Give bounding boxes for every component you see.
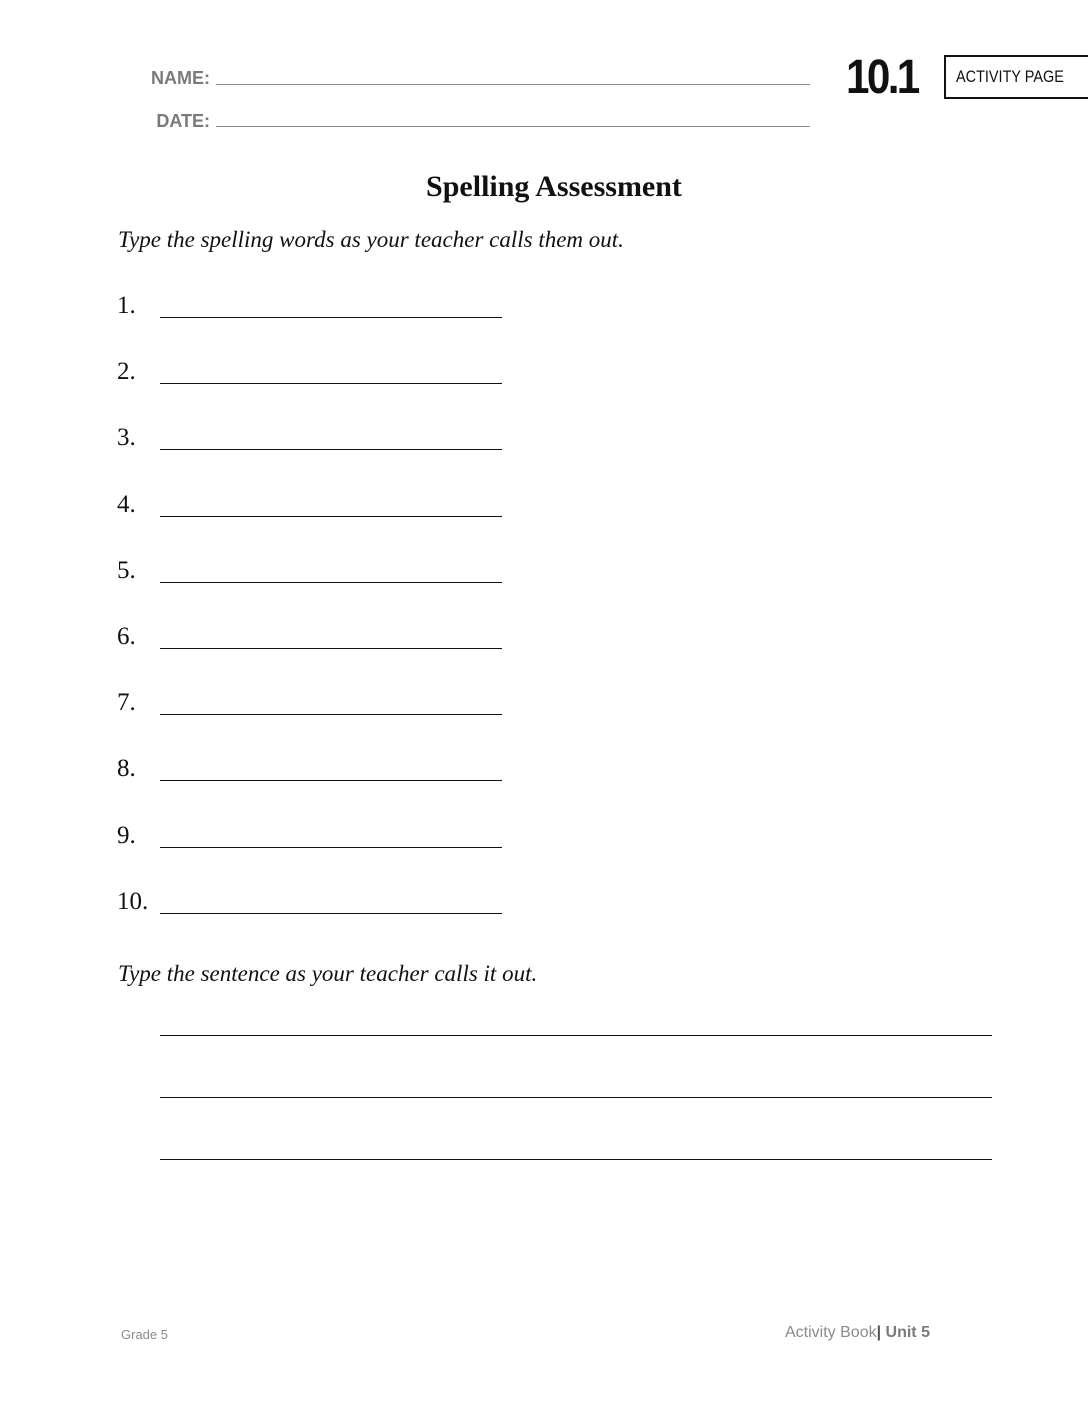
activity-number: 10.1 [846,51,918,104]
footer-book-info [785,1324,930,1342]
answer-line[interactable] [160,449,502,450]
footer-grade: Grade 5 [121,1327,168,1342]
name-field[interactable] [216,84,810,85]
sentence-line[interactable] [160,1097,992,1098]
activity-page-badge [944,55,1088,99]
footer-separator: | [876,1324,882,1341]
answer-line[interactable] [160,648,502,649]
footer-unit: Unit 5 [885,1324,930,1341]
item-number: 10. [117,888,149,915]
answer-line[interactable] [160,847,502,848]
item-number: 3. [117,424,136,451]
answer-line[interactable] [160,516,502,517]
page-title: Spelling Assessment [426,170,682,203]
item-number: 5. [117,557,136,584]
item-number: 1. [117,292,136,319]
date-label: DATE: [156,111,210,131]
answer-line[interactable] [160,582,502,583]
sentence-instruction: Type the sentence as your teacher calls it out. [118,961,538,986]
answer-line[interactable] [160,714,502,715]
answer-line[interactable] [160,317,502,318]
item-number: 9. [117,822,136,849]
item-number: 7. [117,689,136,716]
item-number: 6. [117,623,136,650]
answer-line[interactable] [160,383,502,384]
spelling-words-instruction: Type the spelling words as your teacher calls them out. [118,227,624,252]
sentence-line[interactable] [160,1035,992,1036]
item-number: 8. [117,755,136,782]
item-number: 4. [117,491,136,518]
activity-page-label: ACTIVITY PAGE [956,67,1064,86]
answer-line[interactable] [160,913,502,914]
answer-line[interactable] [160,780,502,781]
item-number: 2. [117,358,136,385]
footer-book: Activity Book [785,1324,877,1341]
name-label: NAME: [151,68,210,88]
date-field[interactable] [216,126,810,127]
sentence-line[interactable] [160,1159,992,1160]
